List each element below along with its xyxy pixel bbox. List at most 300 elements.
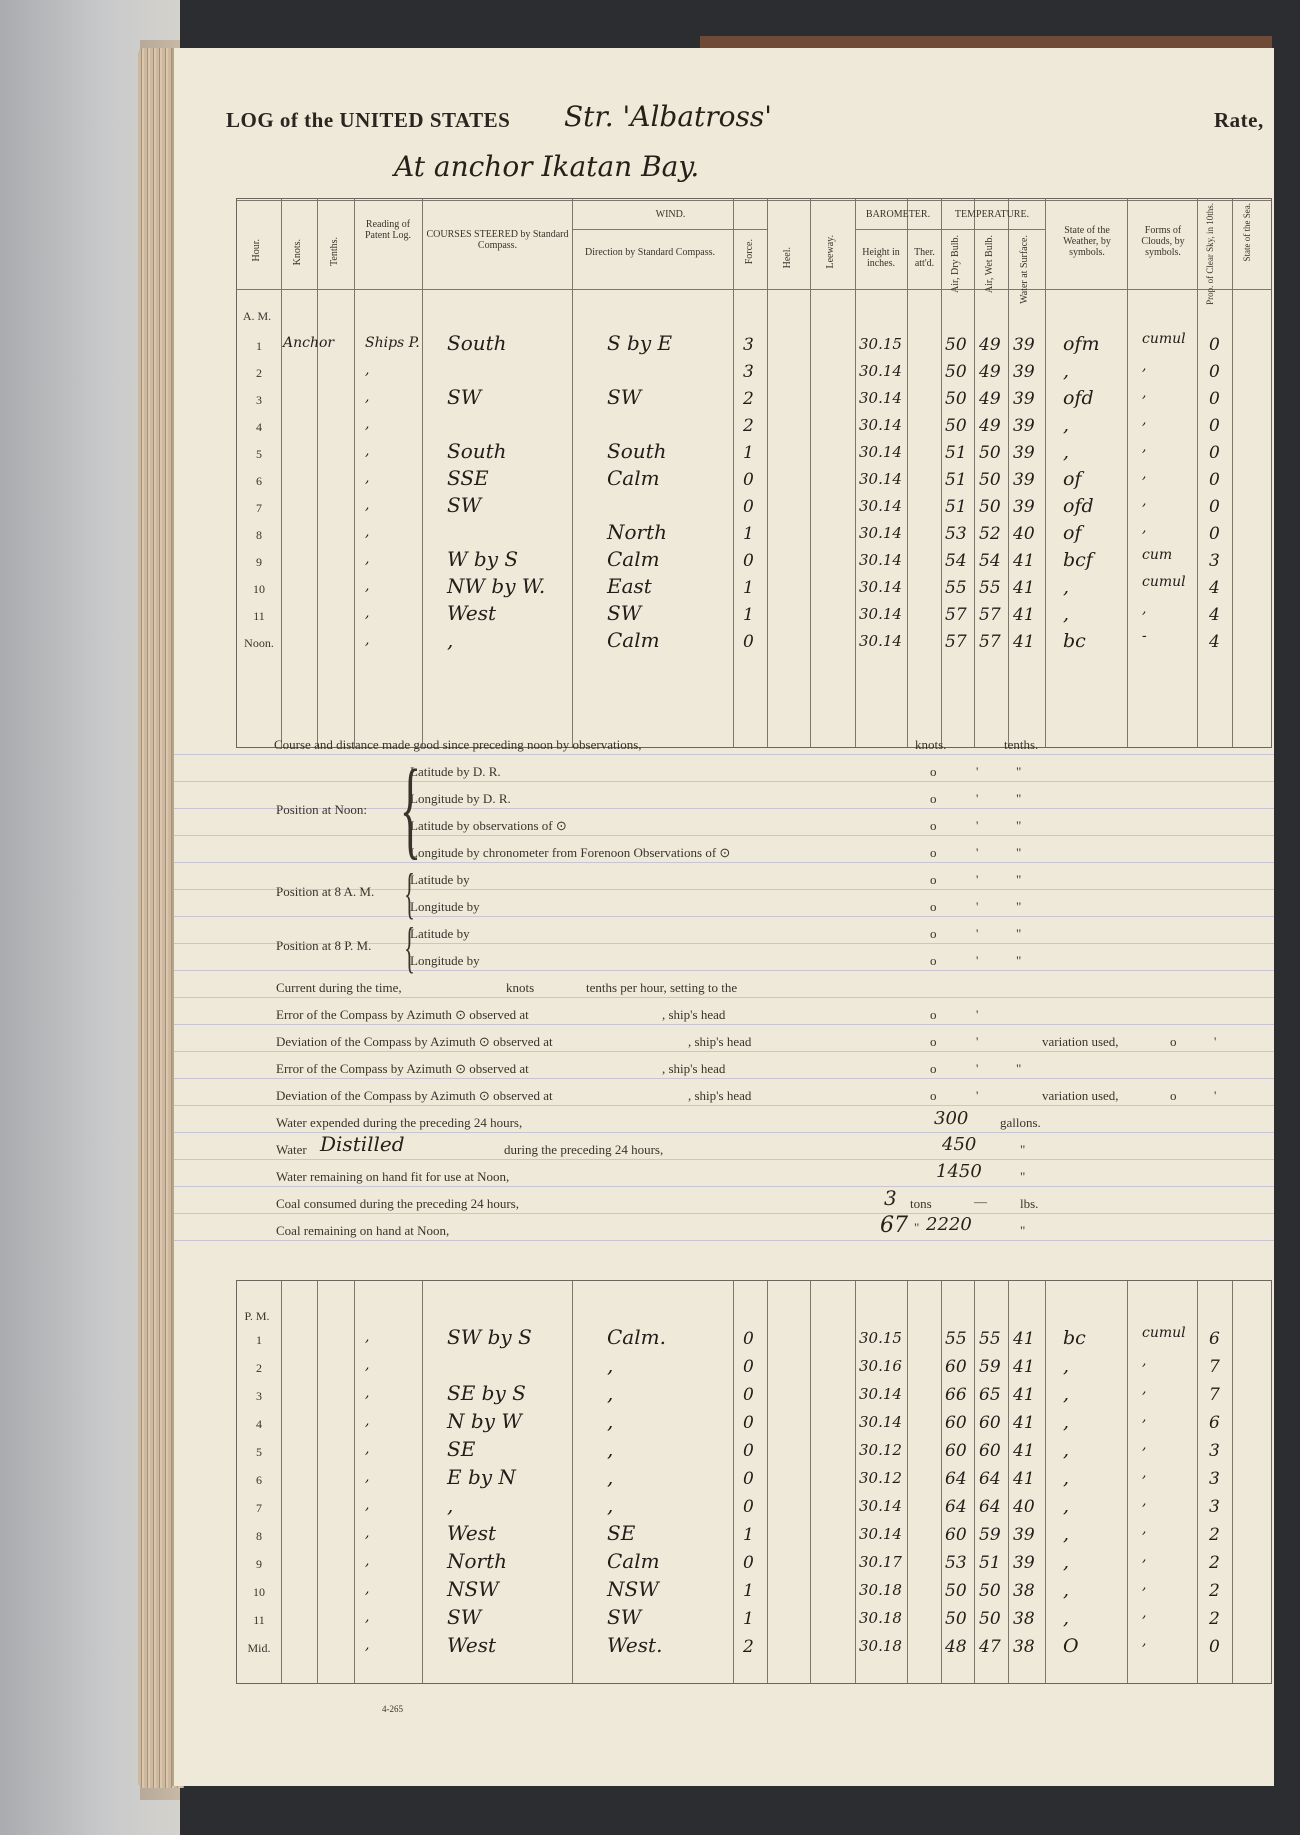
clear-sky-cell: 7 — [1209, 1357, 1220, 1377]
ruled-line — [174, 1159, 1274, 1160]
hour-cell: 4 — [256, 1417, 262, 1431]
water-temp-cell: 41 — [1013, 551, 1035, 571]
ditto-mark-3: " — [914, 1220, 920, 1235]
degree-mark: o — [930, 872, 937, 887]
minute-mark: ' — [976, 791, 979, 806]
patent-log-cell: , — [365, 524, 370, 540]
air-wet-cell: 51 — [979, 1553, 1001, 1573]
hour-cell: 5 — [256, 447, 262, 461]
hour-cell: 7 — [256, 501, 262, 515]
course-cell: West — [447, 601, 497, 625]
barometer-cell: 30.14 — [859, 1525, 902, 1543]
clear-sky-cell: 6 — [1209, 1329, 1220, 1349]
air-wet-cell: 50 — [979, 1581, 1001, 1601]
air-wet-cell: 50 — [979, 497, 1001, 517]
air-dry-cell: 50 — [945, 389, 967, 409]
force-cell: 2 — [743, 416, 754, 436]
ditto-mark-1: " — [1020, 1142, 1026, 1157]
col-barometer: BAROMETER. — [865, 209, 931, 220]
ditto-mark-4: " — [1020, 1223, 1026, 1238]
col-knots: Knots. — [292, 239, 303, 266]
col-clear-sky: Prop. of Clear Sky, in 10ths. — [1205, 203, 1215, 305]
hour-cell: 9 — [256, 555, 262, 569]
form-number: 4-265 — [382, 1704, 403, 1714]
patent-log-cell: , — [365, 578, 370, 594]
clouds-cell: cumul — [1142, 1325, 1186, 1341]
water-temp-cell: 39 — [1013, 443, 1035, 463]
air-wet-cell: 64 — [979, 1469, 1001, 1489]
air-dry-cell: 53 — [945, 524, 967, 544]
col-ther: Ther. att'd. — [914, 247, 935, 269]
wind-direction-cell: , — [607, 1437, 614, 1461]
hour-cell: 10 — [253, 582, 265, 596]
wind-direction-cell: SW — [607, 601, 642, 625]
coal-remaining-tons: 67 — [880, 1213, 908, 1238]
error-ship-head-2: , ship's head — [662, 1061, 726, 1076]
air-wet-cell: 47 — [979, 1637, 1001, 1657]
course-cell: South — [447, 439, 507, 463]
force-cell: 1 — [743, 1609, 754, 1629]
weather-cell: ofd — [1063, 387, 1094, 409]
wind-direction-cell: Calm — [607, 466, 660, 490]
air-wet-cell: 60 — [979, 1413, 1001, 1433]
error-compass-1: Error of the Compass by Azimuth ⊙ observed at — [276, 1007, 529, 1022]
position-8pm-label: Position at 8 P. M. — [276, 938, 372, 953]
clear-sky-cell: 3 — [1209, 1441, 1220, 1461]
clouds-cell: , — [1142, 1605, 1147, 1621]
air-dry-cell: 57 — [945, 632, 967, 652]
wind-direction-cell: North — [607, 520, 668, 544]
clouds-cell: , — [1142, 1353, 1147, 1369]
air-wet-cell: 65 — [979, 1385, 1001, 1405]
second-mark: " — [1016, 899, 1022, 914]
force-cell: 1 — [743, 605, 754, 625]
hour-cell: 2 — [256, 366, 262, 380]
patent-log-cell: , — [365, 470, 370, 486]
water-temp-cell: 38 — [1013, 1609, 1035, 1629]
force-cell: 3 — [743, 362, 754, 382]
barometer-cell: 30.14 — [859, 389, 902, 407]
ruled-line — [174, 1051, 1274, 1052]
clouds-cell: cumul — [1142, 331, 1186, 347]
clouds-cell: , — [1142, 1549, 1147, 1565]
clouds-cell: , — [1142, 1409, 1147, 1425]
water-temp-cell: 39 — [1013, 389, 1035, 409]
barometer-cell: 30.14 — [859, 1385, 902, 1403]
course-cell: NW by W. — [447, 574, 546, 598]
clouds-cell: , — [1142, 1493, 1147, 1509]
wind-direction-cell: , — [607, 1465, 614, 1489]
force-cell: 0 — [743, 1385, 754, 1405]
weather-cell: , — [1063, 1355, 1070, 1377]
force-cell: 0 — [743, 470, 754, 490]
water-temp-cell: 41 — [1013, 1357, 1035, 1377]
water-remaining-value: 1450 — [936, 1161, 982, 1182]
patent-log-cell: , — [365, 1441, 370, 1457]
water-expended-value: 300 — [934, 1108, 969, 1129]
water-temp-cell: 40 — [1013, 524, 1035, 544]
water-temp-cell: 41 — [1013, 1329, 1035, 1349]
clouds-cell: , — [1142, 1577, 1147, 1593]
knots-cell: Anchor — [283, 335, 335, 351]
col-heel: Heel. — [782, 247, 793, 269]
hour-cell: 5 — [256, 1445, 262, 1459]
col-wind: WIND. — [655, 209, 686, 220]
patent-log-cell: , — [365, 416, 370, 432]
water-temp-cell: 41 — [1013, 1469, 1035, 1489]
ruled-line — [174, 916, 1274, 917]
weather-cell: , — [1063, 1579, 1070, 1601]
hour-cell: 6 — [256, 474, 262, 488]
weather-cell: , — [1063, 1607, 1070, 1629]
weather-cell: ofd — [1063, 495, 1094, 517]
variation-minute-mark: ' — [1214, 1088, 1217, 1103]
lat-obs: Latitude by observations of ⊙ — [410, 818, 567, 833]
clear-sky-cell: 4 — [1209, 578, 1220, 598]
clear-sky-cell: 3 — [1209, 1497, 1220, 1517]
wind-direction-cell: Calm. — [607, 1325, 666, 1349]
patent-log-cell: , — [365, 1497, 370, 1513]
course-cell: W by S — [447, 547, 519, 571]
hour-cell: 9 — [256, 1557, 262, 1571]
hour-cell: 10 — [253, 1585, 265, 1599]
hour-cell: 1 — [256, 339, 262, 353]
patent-log-cell: , — [365, 1609, 370, 1625]
hour-cell: 2 — [256, 1361, 262, 1375]
patent-log-cell: , — [365, 1469, 370, 1485]
air-wet-cell: 57 — [979, 605, 1001, 625]
wind-direction-cell: , — [607, 1493, 614, 1517]
weather-cell: , — [1063, 360, 1070, 382]
hour-cell: 1 — [256, 1333, 262, 1347]
barometer-cell: 30.12 — [859, 1469, 902, 1487]
second-mark: " — [1016, 872, 1022, 887]
water-temp-cell: 40 — [1013, 1497, 1035, 1517]
deviation-ship-head-2: , ship's head — [688, 1088, 752, 1103]
hour-cell: 6 — [256, 1473, 262, 1487]
patent-log-cell: , — [365, 1413, 370, 1429]
air-dry-cell: 51 — [945, 470, 967, 490]
air-dry-cell: 60 — [945, 1357, 967, 1377]
hour-cell: 11 — [253, 609, 265, 623]
tons-label: tons — [910, 1196, 932, 1211]
barometer-cell: 30.14 — [859, 551, 902, 569]
wind-direction-cell: West. — [607, 1633, 663, 1657]
barometer-cell: 30.18 — [859, 1581, 902, 1599]
air-wet-cell: 64 — [979, 1497, 1001, 1517]
minute-mark: ' — [976, 764, 979, 779]
patent-log-cell: Ships P. — [365, 335, 420, 351]
col-courses: COURSES STEERED by Standard Compass. — [426, 229, 569, 251]
minute-mark: ' — [976, 1034, 979, 1049]
patent-log-cell: , — [365, 1525, 370, 1541]
current-label: Current during the time, — [276, 980, 402, 995]
barometer-cell: 30.16 — [859, 1357, 902, 1375]
weather-cell: , — [1063, 1523, 1070, 1545]
hour-cell: 3 — [256, 393, 262, 407]
degree-mark: o — [930, 764, 937, 779]
brace-noon: { — [399, 747, 421, 869]
deviation-compass-2: Deviation of the Compass by Azimuth ⊙ observed at — [276, 1088, 553, 1103]
variation-used-1: variation used, — [1042, 1034, 1119, 1049]
location-line: At anchor Ikatan Bay. — [394, 150, 700, 183]
clouds-cell: , — [1142, 439, 1147, 455]
ruled-line — [174, 1078, 1274, 1079]
course-cell: SW — [447, 385, 482, 409]
wind-direction-cell: NSW — [607, 1577, 659, 1601]
lat-by-8pm: Latitude by — [410, 926, 470, 941]
degree-mark: o — [930, 1007, 937, 1022]
air-dry-cell: 64 — [945, 1497, 967, 1517]
clouds-cell: , — [1142, 1633, 1147, 1649]
force-cell: 1 — [743, 524, 754, 544]
clear-sky-cell: 0 — [1209, 335, 1220, 355]
patent-log-cell: , — [365, 1385, 370, 1401]
clear-sky-cell: 4 — [1209, 605, 1220, 625]
current-knots: knots — [506, 980, 535, 995]
degree-mark: o — [930, 1088, 937, 1103]
force-cell: 0 — [743, 632, 754, 652]
clear-sky-cell: 0 — [1209, 470, 1220, 490]
brace-8pm: { — [404, 917, 415, 979]
ruled-line — [174, 997, 1274, 998]
vessel-name: Str. 'Albatross' — [564, 100, 772, 133]
force-cell: 0 — [743, 1413, 754, 1433]
clouds-cell: , — [1142, 385, 1147, 401]
weather-cell: , — [1063, 576, 1070, 598]
degree-mark: o — [930, 818, 937, 833]
patent-log-cell: , — [365, 605, 370, 621]
air-wet-cell: 49 — [979, 362, 1001, 382]
lon-chron: Longitude by chronometer from Forenoon Observations of ⊙ — [410, 845, 731, 860]
clear-sky-cell: 2 — [1209, 1609, 1220, 1629]
force-cell: 1 — [743, 443, 754, 463]
clear-sky-cell: 7 — [1209, 1385, 1220, 1405]
clouds-cell: , — [1142, 493, 1147, 509]
knots-label: knots. — [915, 737, 947, 752]
minute-mark: ' — [976, 872, 979, 887]
lat-dr: Latitude by D. R. — [410, 764, 501, 779]
coal-remaining-label: Coal remaining on hand at Noon, — [276, 1223, 450, 1238]
weather-cell: O — [1063, 1635, 1079, 1657]
water-temp-cell: 41 — [1013, 605, 1035, 625]
weather-cell: , — [1063, 414, 1070, 436]
force-cell: 2 — [743, 1637, 754, 1657]
air-dry-cell: 55 — [945, 578, 967, 598]
patent-log-cell: , — [365, 362, 370, 378]
air-dry-cell: 64 — [945, 1469, 967, 1489]
course-distance-line: Course and distance made good since preceding noon by observations, — [274, 737, 642, 752]
force-cell: 2 — [743, 389, 754, 409]
weather-cell: , — [1063, 1411, 1070, 1433]
clear-sky-cell: 6 — [1209, 1413, 1220, 1433]
air-wet-cell: 59 — [979, 1525, 1001, 1545]
second-mark: " — [1016, 926, 1022, 941]
force-cell: 0 — [743, 497, 754, 517]
course-cell: SW — [447, 1605, 482, 1629]
water-remaining-label: Water remaining on hand fit for use at Noon, — [276, 1169, 510, 1184]
second-mark: " — [1016, 818, 1022, 833]
col-force: Force. — [744, 239, 755, 265]
force-cell: 3 — [743, 335, 754, 355]
degree-mark: o — [930, 926, 937, 941]
course-cell: West — [447, 1521, 497, 1545]
force-cell: 0 — [743, 1357, 754, 1377]
force-cell: 0 — [743, 1329, 754, 1349]
air-dry-cell: 51 — [945, 497, 967, 517]
course-cell: North — [447, 1549, 508, 1573]
air-dry-cell: 60 — [945, 1441, 967, 1461]
lon-dr: Longitude by D. R. — [410, 791, 511, 806]
patent-log-cell: , — [365, 1637, 370, 1653]
hour-cell: 7 — [256, 1501, 262, 1515]
ditto-mark-2: " — [1020, 1169, 1026, 1184]
variation-used-2: variation used, — [1042, 1088, 1119, 1103]
clouds-cell: , — [1142, 1381, 1147, 1397]
wind-direction-cell: SW — [607, 1605, 642, 1629]
col-water-surface: Water at Surface. — [1019, 235, 1030, 304]
weather-cell: , — [1063, 1383, 1070, 1405]
air-dry-cell: 60 — [945, 1413, 967, 1433]
air-dry-cell: 51 — [945, 443, 967, 463]
minute-mark: ' — [976, 899, 979, 914]
patent-log-cell: , — [365, 389, 370, 405]
tenths-label: tenths. — [1004, 737, 1039, 752]
ruled-line — [174, 1186, 1274, 1187]
wind-direction-cell: S by E — [607, 331, 673, 355]
col-temperature: TEMPERATURE. — [954, 209, 1030, 220]
clouds-cell: , — [1142, 412, 1147, 428]
clear-sky-cell: 0 — [1209, 443, 1220, 463]
weather-cell: , — [1063, 1467, 1070, 1489]
course-cell: South — [447, 331, 507, 355]
clear-sky-cell: 2 — [1209, 1581, 1220, 1601]
water-kind: Distilled — [320, 1132, 405, 1156]
barometer-cell: 30.14 — [859, 578, 902, 596]
minute-mark: ' — [976, 1088, 979, 1103]
weather-cell: of — [1063, 468, 1082, 490]
dash-mark: — — [974, 1194, 987, 1209]
water-temp-cell: 39 — [1013, 416, 1035, 436]
weather-cell: , — [1063, 1495, 1070, 1517]
air-dry-cell: 54 — [945, 551, 967, 571]
hour-cell: 8 — [256, 528, 262, 542]
air-wet-cell: 49 — [979, 389, 1001, 409]
weather-cell: bc — [1063, 630, 1086, 652]
second-mark: " — [1016, 1061, 1022, 1076]
patent-log-cell: , — [365, 1581, 370, 1597]
air-dry-cell: 50 — [945, 335, 967, 355]
course-cell: N by W — [447, 1409, 522, 1433]
ruled-line — [174, 1213, 1274, 1214]
wind-direction-cell: Calm — [607, 628, 660, 652]
water-temp-cell: 39 — [1013, 497, 1035, 517]
water-temp-cell: 39 — [1013, 335, 1035, 355]
course-cell: SW — [447, 493, 482, 517]
second-mark: " — [1016, 791, 1022, 806]
lbs-label: lbs. — [1020, 1196, 1039, 1211]
air-wet-cell: 52 — [979, 524, 1001, 544]
position-8am-label: Position at 8 A. M. — [276, 884, 375, 899]
air-wet-cell: 49 — [979, 335, 1001, 355]
water-temp-cell: 41 — [1013, 1441, 1035, 1461]
wind-direction-cell: , — [607, 1381, 614, 1405]
rate-label: Rate, — [1214, 108, 1264, 132]
weather-cell: bc — [1063, 1327, 1086, 1349]
barometer-cell: 30.12 — [859, 1441, 902, 1459]
barometer-cell: 30.15 — [859, 335, 902, 353]
barometer-cell: 30.14 — [859, 1497, 902, 1515]
second-mark: " — [1016, 953, 1022, 968]
wind-direction-cell: , — [607, 1409, 614, 1433]
ruled-line — [174, 970, 1274, 971]
hour-cell: 3 — [256, 1389, 262, 1403]
hour-cell: 8 — [256, 1529, 262, 1543]
patent-log-cell: , — [365, 551, 370, 567]
error-compass-2: Error of the Compass by Azimuth ⊙ observed at — [276, 1061, 529, 1076]
variation-degree-mark: o — [1170, 1034, 1177, 1049]
ruled-line — [174, 781, 1274, 782]
clear-sky-cell: 0 — [1209, 1637, 1220, 1657]
weather-cell: , — [1063, 1551, 1070, 1573]
wind-direction-cell: Calm — [607, 547, 660, 571]
minute-mark: ' — [976, 1007, 979, 1022]
air-dry-cell: 66 — [945, 1385, 967, 1405]
degree-mark: o — [930, 1034, 937, 1049]
hour-cell: 4 — [256, 420, 262, 434]
air-wet-cell: 50 — [979, 470, 1001, 490]
clouds-cell: cum — [1142, 547, 1173, 563]
barometer-cell: 30.18 — [859, 1609, 902, 1627]
clear-sky-cell: 3 — [1209, 1469, 1220, 1489]
col-air-wet: Air, Wet Bulb. — [984, 235, 995, 294]
second-mark: " — [1016, 764, 1022, 779]
water-label: Water — [276, 1142, 307, 1157]
air-wet-cell: 54 — [979, 551, 1001, 571]
weather-cell: , — [1063, 1439, 1070, 1461]
clouds-cell: , — [1142, 466, 1147, 482]
weather-cell: of — [1063, 522, 1082, 544]
course-cell: , — [447, 628, 454, 652]
clear-sky-cell: 2 — [1209, 1525, 1220, 1545]
barometer-cell: 30.14 — [859, 470, 902, 488]
coal-consumed-value: 3 — [884, 1186, 897, 1210]
hour-cell: Mid. — [247, 1641, 271, 1655]
log-page — [172, 48, 1274, 1786]
air-wet-cell: 49 — [979, 416, 1001, 436]
pm-log-table — [236, 1280, 1272, 1684]
variation-degree-mark: o — [1170, 1088, 1177, 1103]
clear-sky-cell: 0 — [1209, 524, 1220, 544]
patent-log-cell: , — [365, 497, 370, 513]
minute-mark: ' — [976, 1061, 979, 1076]
ruled-line — [174, 835, 1274, 836]
clear-sky-cell: 0 — [1209, 362, 1220, 382]
clear-sky-cell: 4 — [1209, 632, 1220, 652]
air-wet-cell: 60 — [979, 1441, 1001, 1461]
lat-by-8am: Latitude by — [410, 872, 470, 887]
degree-mark: o — [930, 1061, 937, 1076]
degree-mark: o — [930, 845, 937, 860]
force-cell: 0 — [743, 1497, 754, 1517]
air-dry-cell: 50 — [945, 362, 967, 382]
hour-cell: 11 — [253, 1613, 265, 1627]
force-cell: 1 — [743, 578, 754, 598]
force-cell: 0 — [743, 551, 754, 571]
patent-log-cell: , — [365, 1553, 370, 1569]
patent-log-cell: , — [365, 1357, 370, 1373]
clouds-cell: , — [1142, 1521, 1147, 1537]
